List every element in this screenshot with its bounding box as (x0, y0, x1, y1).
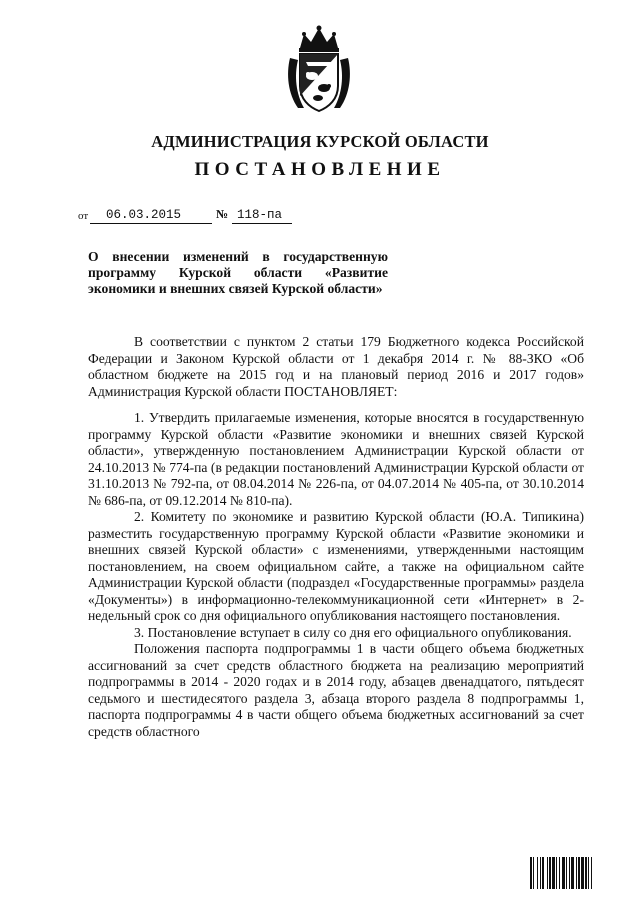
document-date: 06.03.2015 (106, 208, 182, 222)
barcode-icon (530, 857, 628, 889)
body-paragraph: Положения паспорта подпрограммы 1 в части общего объема бюджетных ассигнований за счет средств областного бюджета на реализацию мероприятий подпрограммы в 2014 - 2020 годах и в 2014 году, абзацев двенадцатого, пятьдесят седьмого и шестидесятого раздела 3, абзаца второго раздела 8 подпрограммы 1, паспорта подпрограммы 4 в части общего объема бюджетных ассигнований за счет средств областного (88, 641, 584, 739)
body-paragraph: 2. Комитету по экономике и развитию Курской области (Ю.А. Типикина) разместить государственную программу Курской области «Развитие экономики и внешних связей Курской области» с изменениями, утвержденными настоящим постановлением, на своем официальном сайте, а также на официальном сайте Администрации Курской области (подраздел «Государственные программы» раздела «Документы») в информационно-телекоммуникационной сети «Интернет» в 2-недельный срок со дня официального опубликования настоящего постановления. (88, 509, 584, 623)
body-paragraph: 1. Утвердить прилагаемые изменения, которые вносятся в государственную программу Курской области «Развитие экономики и внешних связей Курской области», утвержденную постановлением Администрации Курской области от 24.10.2013 № 774-па (в редакции постановлений Администрации Курской области от 31.10.2013 № 792-па, от 08.04.2014 № 226-па, от 04.07.2014 № 405-па, от 30.10.2014 № 686-па, от 09.12.2014 № 810-па). (88, 410, 584, 508)
preamble-paragraph: В соответствии с пунктом 2 статьи 179 Бюджетного кодекса Российской Федерации и Законом Курской области от 1 декабря 2014 г. № 88-ЗКО «Об областном бюджете на 2015 год и на плановый период 2016 и 2017 годов» Администрация Курской области ПОСТАНОВЛЯЕТ: (88, 334, 584, 399)
number-label: № (216, 207, 229, 221)
number-underline (232, 223, 292, 224)
document-number: 118-па (237, 208, 283, 222)
document-type-title: ПОСТАНОВЛЕНИЕ (194, 159, 446, 180)
document-subject: О внесении изменений в государственную программу Курской области «Развитие экономики и внешних связей Курской области» (88, 249, 388, 296)
document-body (88, 334, 584, 740)
registration-line (78, 204, 318, 224)
date-label: от (78, 210, 89, 222)
organization-name: АДМИНИСТРАЦИЯ КУРСКОЙ ОБЛАСТИ (151, 132, 489, 151)
body-paragraph: 3. Постановление вступает в силу со дня его официального опубликования. (134, 624, 572, 640)
kursk-coat-of-arms-icon (284, 24, 354, 114)
date-underline (90, 223, 212, 224)
